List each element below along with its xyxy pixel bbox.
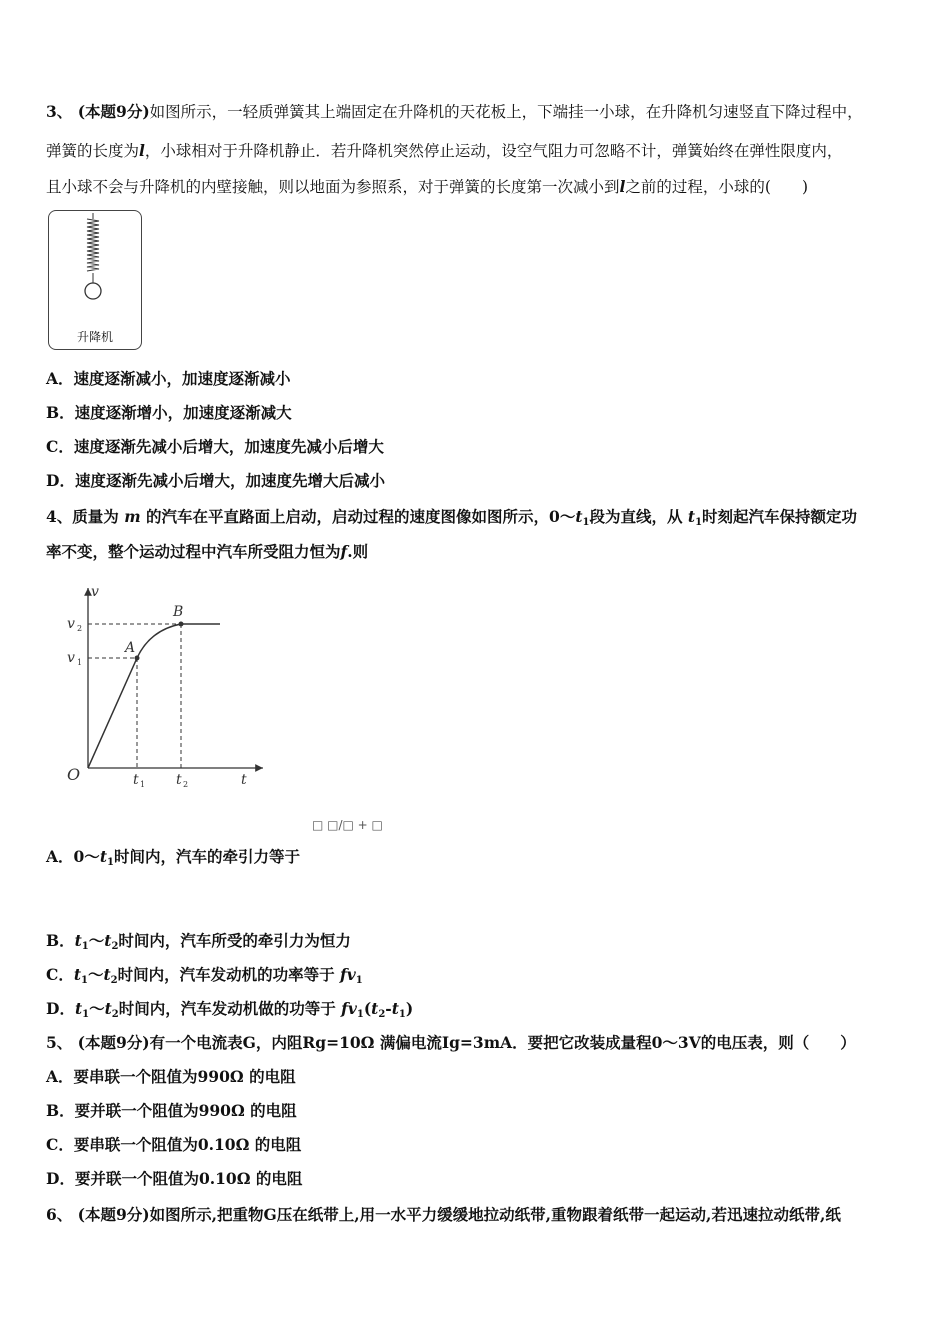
sub: 1	[695, 517, 703, 528]
q4-option-c	[46, 965, 363, 991]
text: ～	[89, 999, 105, 1018]
var-m: m	[124, 507, 141, 526]
var-l: l	[139, 141, 145, 160]
q4-line1	[46, 507, 857, 533]
var-f: f	[340, 542, 348, 561]
text: 时刻起汽车保持额定功	[702, 507, 858, 526]
t-axis-label: t	[241, 772, 247, 788]
sub: 1	[356, 1009, 364, 1020]
var-t: t	[103, 965, 111, 984]
sub: 2	[111, 1009, 119, 1020]
text: ，小球相对于升降机静止．若升降机突然停止运动，设空气阻力可忽略不计，弹簧始终在弹性限度内，	[144, 142, 843, 160]
q6-stem: 6、 (本题9分)如图所示,把重物G压在纸带上,用一水平力缓缓地拉动纸带,重物跟着纸带一起运动,若迅速拉动纸带,纸	[46, 1205, 841, 1224]
text: 之前的过程，小球的( )	[625, 178, 809, 196]
label-b: B	[173, 604, 184, 620]
text: 率不变，整个运动过程中汽车所受阻力恒为	[46, 542, 341, 561]
q4-option-b	[46, 931, 351, 957]
t1-label: t	[133, 772, 139, 788]
q3-score: (本题9分)	[77, 102, 150, 121]
sub: 1	[81, 975, 88, 986]
text: 质量为	[72, 507, 119, 526]
v-axis-label: v	[91, 584, 99, 600]
var-t: t	[104, 999, 112, 1018]
var-fv: fv	[340, 965, 356, 984]
var-t: t	[575, 507, 583, 526]
var-t: t	[74, 999, 83, 1018]
line-oa	[88, 658, 137, 768]
svg-text:2: 2	[183, 780, 189, 789]
var-t: t	[391, 999, 399, 1018]
q3-option-c: C．速度逐渐先减小后增大，加速度先减小后增大	[46, 437, 384, 456]
text: ～	[87, 965, 104, 984]
text: C．	[46, 965, 74, 984]
text: B．	[46, 931, 75, 950]
q5-option-d: D．要并联一个阻值为0.10Ω 的电阻	[46, 1169, 303, 1188]
spring-ball-icon	[49, 211, 141, 321]
label-a: A	[125, 640, 136, 656]
var-t: t	[99, 847, 107, 866]
var-t: t	[371, 999, 379, 1018]
formula-image: □ □/□ + □	[312, 818, 383, 832]
svg-text:1: 1	[77, 658, 83, 667]
q3-line3	[46, 177, 808, 197]
sub: 1	[82, 1009, 90, 1020]
text: 的汽车在平直路面上启动，启动过程的速度图像如图所示，0～	[146, 507, 576, 526]
var-t: t	[687, 507, 696, 526]
q3-line2	[46, 141, 842, 161]
sub: 1	[81, 941, 89, 952]
text: 弹簧的长度为	[46, 142, 140, 160]
curve-ab	[137, 624, 220, 658]
text: 时间内，汽车发动机的功率等于	[117, 965, 341, 984]
text: 时间内，汽车所受的牵引力为恒力	[118, 931, 351, 950]
q4-number: 4、	[46, 507, 73, 526]
sub: 1	[355, 975, 363, 986]
q3-option-b: B．速度逐渐增小，加速度逐渐减大	[46, 403, 292, 422]
q4-option-a	[46, 847, 300, 873]
text: 时间内，汽车发动机做的功等于	[118, 999, 342, 1018]
q5-option-c: C．要串联一个阻值为0.10Ω 的电阻	[46, 1135, 302, 1154]
text: A．0～	[46, 847, 100, 866]
sub: 1	[398, 1009, 406, 1020]
text: -	[385, 999, 392, 1018]
text: ～	[88, 931, 105, 950]
sub: 1	[106, 857, 114, 868]
text: 且小球不会与升降机的内壁接触，则以地面为参照系，对于弹簧的长度第一次减小到	[46, 178, 620, 196]
text: D．	[46, 999, 75, 1018]
elevator-label: 升降机	[76, 330, 113, 344]
text: .则	[347, 542, 369, 561]
q5-option-a: A．要串联一个阻值为990Ω 的电阻	[46, 1067, 296, 1086]
text: 时间内，汽车的牵引力等于	[113, 847, 300, 866]
svg-text:1: 1	[140, 780, 146, 789]
v1-label: v	[67, 650, 75, 666]
sub: 2	[378, 1009, 386, 1020]
sub: 2	[110, 975, 118, 986]
q4-option-d	[46, 999, 413, 1025]
var-t: t	[104, 931, 112, 950]
q5-stem: 5、 (本题9分)有一个电流表G，内阻Rg=10Ω 满偏电流Ig=3mA．要把它改装成量程0～3V的电压表，则（ ）	[46, 1033, 856, 1052]
origin-label: O	[67, 765, 81, 784]
text: 段为直线，从	[589, 507, 683, 526]
sub: 1	[582, 517, 590, 528]
text: (	[363, 999, 372, 1018]
q3-number: 3、	[46, 102, 73, 121]
point-b	[179, 622, 184, 627]
q5-option-b: B．要并联一个阻值为990Ω 的电阻	[46, 1101, 297, 1120]
v2-label: v	[67, 616, 75, 632]
sub: 2	[111, 941, 119, 952]
var-l: l	[619, 177, 626, 196]
var-fv: fv	[341, 999, 357, 1018]
svg-text:2: 2	[77, 624, 83, 633]
point-a	[135, 656, 140, 661]
q3-option-a: A．速度逐渐减小，加速度逐渐减小	[46, 369, 291, 388]
q4-line2	[46, 542, 368, 562]
elevator-figure	[48, 210, 142, 350]
t2-label: t	[176, 772, 182, 788]
q3-line1	[46, 102, 863, 122]
text: )	[405, 999, 414, 1018]
q3-text: 如图所示，一轻质弹簧其上端固定在升降机的天花板上，下端挂一小球，在升降机匀速竖直下降过程中，	[149, 103, 863, 121]
q3-option-d: D．速度逐渐先减小后增大，加速度先增大后减小	[46, 471, 385, 490]
velocity-time-graph	[55, 580, 275, 795]
var-t: t	[74, 931, 82, 950]
var-t: t	[73, 965, 82, 984]
